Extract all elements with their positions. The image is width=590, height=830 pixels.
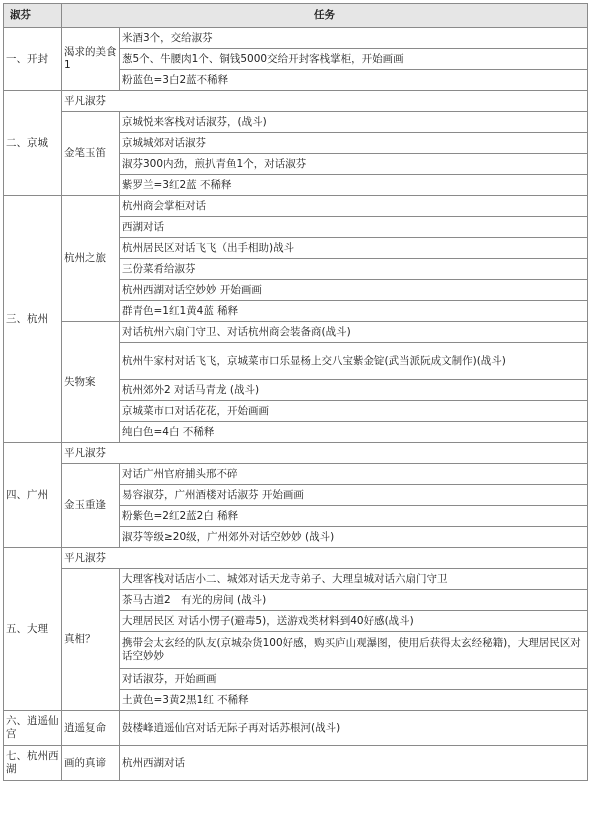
header-row — [4, 4, 588, 28]
table-row — [4, 711, 588, 746]
quest-table-container — [3, 3, 587, 781]
task-cell: 粉紫色=2红2蓝2白 稀释 — [120, 506, 588, 527]
table-row — [4, 91, 588, 112]
task-cell: 大理客栈对话店小二、城郊对话天龙寺弟子、大理皇城对话六扇门守卫 — [120, 569, 588, 590]
task-cell: 携带会太玄经的队友(京城杂货100好感，购买庐山观瀑图，使用后获得太玄经秘籍)，大理居民区对话空妙妙 — [120, 632, 588, 669]
quest-west-lake-painting: 画的真谛 — [62, 746, 120, 781]
task-cell: 淑芬等级≥20级，广州郊外对话空妙妙 (战斗) — [120, 527, 588, 548]
task-cell: 葱5个、牛腰肉1个、铜钱5000交给开封客栈掌柜，开始画画 — [120, 49, 588, 70]
task-cell: 淑芬300内劲，煎扒青鱼1个，对话淑芬 — [120, 154, 588, 175]
task-cell: 米酒3个，交给淑芬 — [120, 28, 588, 49]
quest-hangzhou-lost: 失物案 — [62, 322, 120, 443]
table-row — [4, 196, 588, 217]
task-cell: 易容淑芬，广州酒楼对话淑芬 开始画画 — [120, 485, 588, 506]
region-jingcheng: 二、京城 — [4, 91, 62, 196]
task-cell: 茶马古道2 有光的房间 (战斗) — [120, 590, 588, 611]
task-cell: 土黄色=3黄2黑1红 不稀释 — [120, 690, 588, 711]
table-row — [4, 746, 588, 781]
task-cell: 群青色=1红1黄4蓝 稀释 — [120, 301, 588, 322]
task-cell: 纯白色=4白 不稀释 — [120, 422, 588, 443]
task-cell: 大理居民区 对话小愣子(避毒5)，送游戏类材料到40好感(战斗) — [120, 611, 588, 632]
task-cell: 杭州西湖对话 — [120, 746, 588, 781]
task-cell: 对话广州官府捕头邢不碎 — [120, 464, 588, 485]
task-cell: 西湖对话 — [120, 217, 588, 238]
table-row — [4, 443, 588, 464]
table-row — [4, 569, 588, 590]
table-row — [4, 322, 588, 343]
region-dali: 五、大理 — [4, 548, 62, 711]
task-cell: 杭州商会掌柜对话 — [120, 196, 588, 217]
task-cell: 对话淑芬，开始画画 — [120, 669, 588, 690]
header-shufen: 淑芬 — [4, 4, 62, 28]
task-cell: 京城悦来客栈对话淑芬，(战斗) — [120, 112, 588, 133]
quest-guangzhou-pingfan: 平凡淑芬 — [62, 443, 588, 464]
table-row — [4, 464, 588, 485]
quest-xiaoyao-return: 逍遥复命 — [62, 711, 120, 746]
task-cell: 杭州郊外2 对话马青龙 (战斗) — [120, 380, 588, 401]
table-row — [4, 112, 588, 133]
task-cell: 杭州牛家村对话飞飞，京城菜市口乐显杨上交八宝紫金锭(武当派阮成文制作)(战斗) — [120, 343, 588, 380]
quest-table — [3, 3, 588, 781]
region-kaifeng: 一、开封 — [4, 28, 62, 91]
quest-jingcheng-pingfan: 平凡淑芬 — [62, 91, 588, 112]
region-guangzhou: 四、广州 — [4, 443, 62, 548]
quest-hangzhou-trip: 杭州之旅 — [62, 196, 120, 322]
quest-jingcheng-jinbi: 金笔玉笛 — [62, 112, 120, 196]
header-tasks: 任务 — [62, 4, 588, 28]
task-cell: 京城城郊对话淑芬 — [120, 133, 588, 154]
region-xiaoyao: 六、逍遥仙宫 — [4, 711, 62, 746]
task-cell: 杭州居民区对话飞飞（出手相助)战斗 — [120, 238, 588, 259]
quest-dali-truth: 真相？ — [62, 569, 120, 711]
quest-kaifeng-food: 渴求的美食1 — [62, 28, 120, 91]
task-cell: 粉蓝色=3白2蓝不稀释 — [120, 70, 588, 91]
table-row — [4, 548, 588, 569]
quest-guangzhou-reunion: 金玉重逢 — [62, 464, 120, 548]
region-hangzhou-west: 七、杭州西湖 — [4, 746, 62, 781]
table-row — [4, 28, 588, 49]
task-cell: 京城菜市口对话花花，开始画画 — [120, 401, 588, 422]
quest-dali-pingfan: 平凡淑芬 — [62, 548, 588, 569]
task-cell: 鼓楼峰逍遥仙宫对话无际子再对话苏根河(战斗) — [120, 711, 588, 746]
task-cell: 对话杭州六扇门守卫、对话杭州商会装备商(战斗) — [120, 322, 588, 343]
task-cell: 三份菜肴给淑芬 — [120, 259, 588, 280]
region-hangzhou: 三、杭州 — [4, 196, 62, 443]
task-cell: 紫罗兰=3红2蓝 不稀释 — [120, 175, 588, 196]
task-cell: 杭州西湖对话空妙妙 开始画画 — [120, 280, 588, 301]
